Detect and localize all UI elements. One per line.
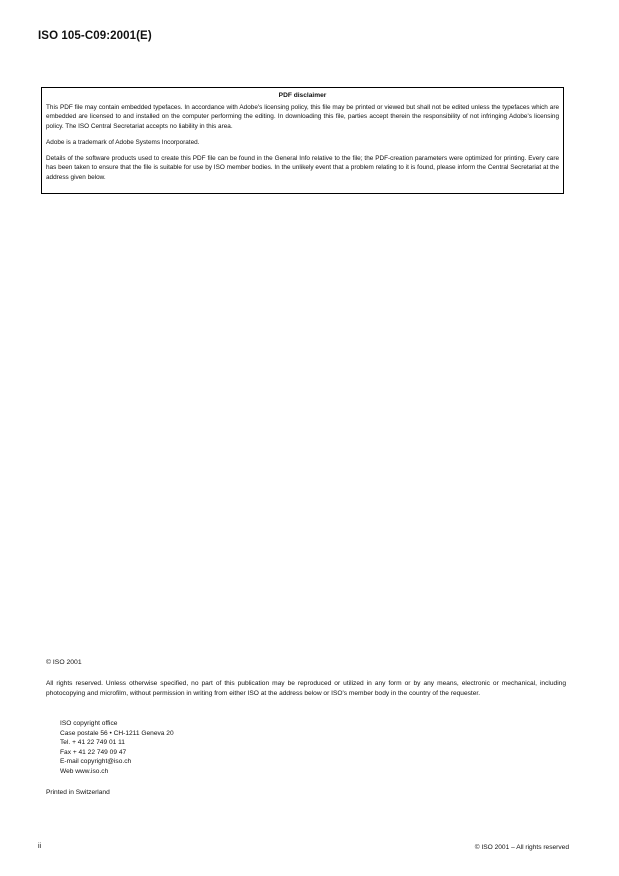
printed-in: Printed in Switzerland (46, 789, 110, 796)
copyright-line: © ISO 2001 (46, 659, 82, 666)
address-line-postal: Case postale 56 • CH-1211 Geneva 20 (60, 729, 174, 737)
footer-copyright: © ISO 2001 – All rights reserved (474, 844, 569, 851)
address-line-office: ISO copyright office (60, 720, 118, 727)
document-id: ISO 105-C09:2001(E) (38, 30, 152, 42)
disclaimer-paragraph-details: Details of the software products used to create this PDF file can be found in the General Info relative to the file; the PDF-creation parameters were optimized for printing. Every care has been taken to ensure that the file is suitable for use by ISO member bodies. In the unlikely event that a problem relating to it is found, please inform the Central Secretariat at the address given below. (46, 154, 559, 181)
address-line-tel: Tel. + 41 22 749 01 11 (60, 739, 125, 747)
pdf-disclaimer-box (41, 87, 564, 194)
address-line-web: Web www.iso.ch (60, 767, 109, 775)
disclaimer-title: PDF disclaimer (278, 92, 327, 99)
disclaimer-paragraph-trademark: Adobe is a trademark of Adobe Systems Incorporated. (46, 138, 200, 146)
disclaimer-paragraph-typefaces: This PDF file may contain embedded typefaces. In accordance with Adobe's licensing policy, this file may be printed or viewed but shall not be edited unless the typefaces which are embedded are licensed to and installed on the computer performing the editing. In downloading this file, parties accept therein the responsibility of not infringing Adobe's licensing policy. The ISO Central Secretariat accepts no liability in this area. (46, 103, 559, 131)
copyright-office-address (60, 719, 174, 777)
address-line-fax: Fax + 41 22 749 09 47 (60, 748, 127, 756)
rights-reserved-text: All rights reserved. Unless otherwise specified, no part of this publication may be reproduced or utilized in any form or by any means, electronic or mechanical, including photocopying and microfilm, without permission in writing from either ISO at the address below or ISO's member body in the country of the requester. (46, 680, 566, 697)
page-number: ii (38, 843, 42, 850)
address-line-email: E-mail copyright@iso.ch (60, 758, 132, 766)
